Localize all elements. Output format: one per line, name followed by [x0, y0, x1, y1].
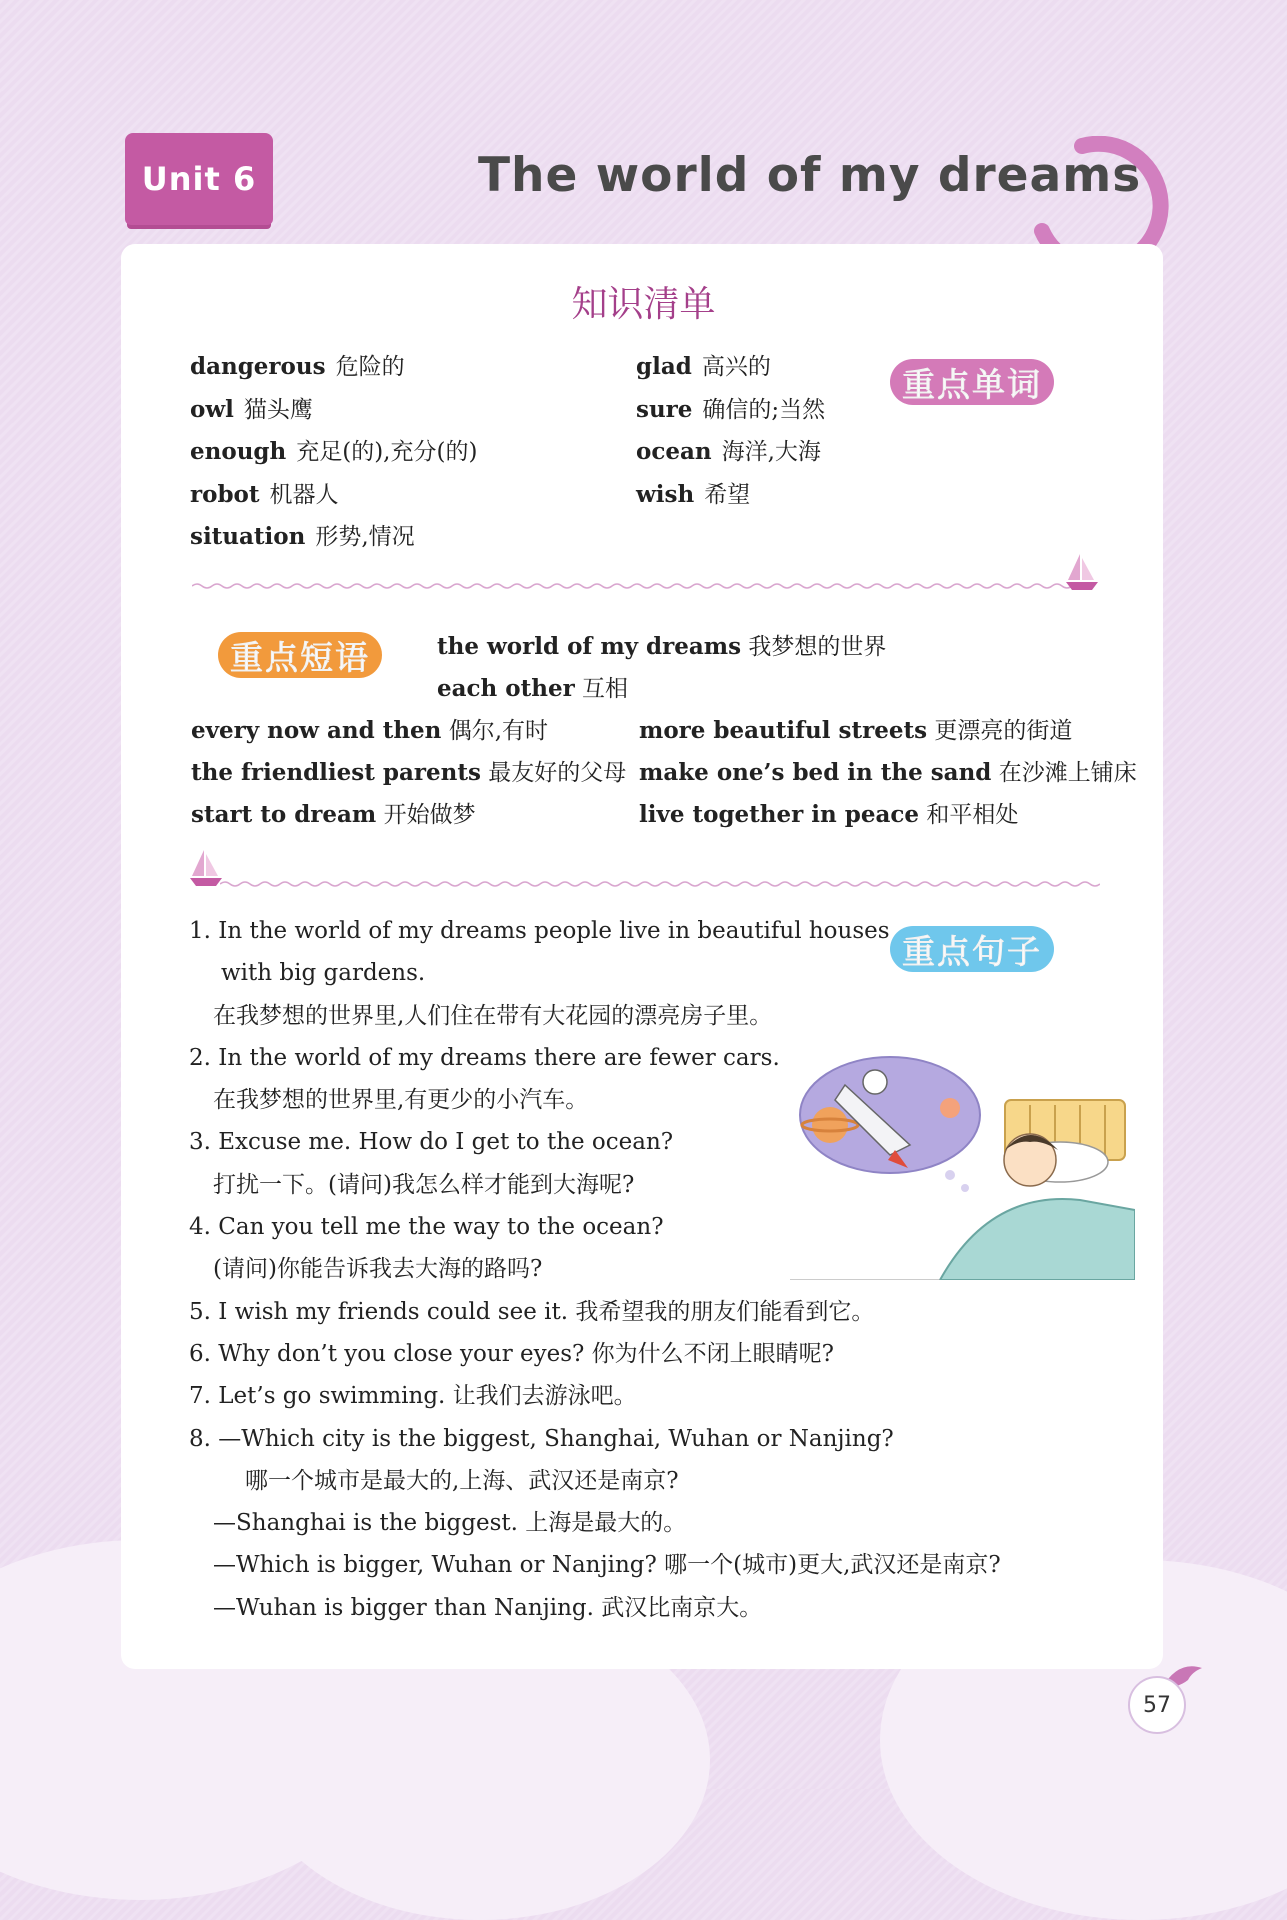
boy-dreaming-illustration	[790, 1050, 1135, 1280]
sentence-line: —Wuhan is bigger than Nanjing. 武汉比南京大。	[213, 1594, 763, 1621]
page-title: The world of my dreams	[478, 148, 1142, 203]
sailboat-icon	[1064, 552, 1100, 592]
sentence-translation: 打扰一下。(请问)我怎么样才能到大海呢?	[213, 1171, 635, 1198]
sentence-line: 2. In the world of my dreams there are fewer cars.	[189, 1044, 780, 1071]
phrase-item: the friendliest parents 最友好的父母	[191, 759, 627, 786]
sentence-line: 1. In the world of my dreams people live in beautiful houses	[189, 918, 890, 944]
sentence-line: —Which is bigger, Wuhan or Nanjing? 哪一个(城市)更大,武汉还是南京?	[213, 1552, 1001, 1579]
wavy-divider	[192, 582, 1072, 590]
vocab-item: sure 确信的;当然	[636, 395, 826, 423]
sentence-line: 7. Let’s go swimming. 让我们去游泳吧。	[189, 1383, 637, 1410]
phrase-list-left	[191, 710, 626, 836]
section-title: 知识清单	[571, 284, 716, 325]
sentence-translation: 在我梦想的世界里,有更少的小汽车。	[213, 1087, 589, 1114]
phrase-item: make one’s bed in the sand 在沙滩上铺床	[639, 759, 1137, 786]
phrase-list-right	[639, 710, 1137, 836]
vocab-item: dangerous 危险的	[190, 353, 405, 380]
phrase-list-top	[437, 626, 886, 710]
vocab-list-left	[190, 346, 477, 559]
phrase-item: every now and then 偶尔,有时	[191, 717, 549, 744]
vocab-item: situation 形势,情况	[190, 523, 415, 550]
vocab-item: wish 希望	[636, 480, 751, 508]
phrase-item: more beautiful streets 更漂亮的街道	[639, 717, 1073, 744]
sentence-translation: 哪一个城市是最大的,上海、武汉还是南京?	[245, 1467, 679, 1494]
vocab-item: glad 高兴的	[636, 353, 771, 380]
sentence-line: 6. Why don’t you close your eyes? 你为什么不闭上眼睛呢?	[189, 1340, 834, 1367]
vocab-item: ocean 海洋,大海	[636, 438, 821, 465]
sentence-line: —Shanghai is the biggest. 上海是最大的。	[213, 1510, 687, 1537]
vocab-item: robot 机器人	[190, 480, 339, 508]
badge-key-words: 重点单词	[890, 359, 1054, 405]
wavy-divider	[220, 880, 1100, 888]
sentence-translation: (请问)你能告诉我去大海的路吗?	[213, 1256, 543, 1283]
vocab-list-right	[636, 346, 825, 516]
unit-label: Unit 6	[141, 160, 257, 198]
badge-key-phrases: 重点短语	[218, 632, 382, 678]
unit-tab	[125, 133, 273, 225]
badge-key-sentences: 重点句子	[890, 926, 1054, 972]
phrase-item: the world of my dreams 我梦想的世界	[437, 633, 887, 660]
vocab-item: owl 猫头鹰	[190, 395, 313, 423]
sailboat-icon	[188, 848, 224, 888]
sentence-line: with big gardens.	[221, 960, 426, 987]
sentence-line: 5. I wish my friends could see it. 我希望我的朋友们能看到它。	[189, 1298, 875, 1325]
sentence-line: 3. Excuse me. How do I get to the ocean?	[189, 1129, 674, 1156]
sentence-translation: 在我梦想的世界里,人们住在带有大花园的漂亮房子里。	[213, 1002, 773, 1029]
page-number: 57	[1128, 1676, 1186, 1734]
sentence-line: 8. —Which city is the biggest, Shanghai, Wuhan or Nanjing?	[189, 1425, 894, 1452]
phrase-item: start to dream 开始做梦	[191, 801, 476, 828]
phrase-item: each other 互相	[437, 675, 629, 702]
phrase-item: live together in peace 和平相处	[639, 801, 1019, 828]
vocab-item: enough 充足(的),充分(的)	[190, 438, 478, 465]
sentence-line: 4. Can you tell me the way to the ocean?	[189, 1214, 664, 1241]
